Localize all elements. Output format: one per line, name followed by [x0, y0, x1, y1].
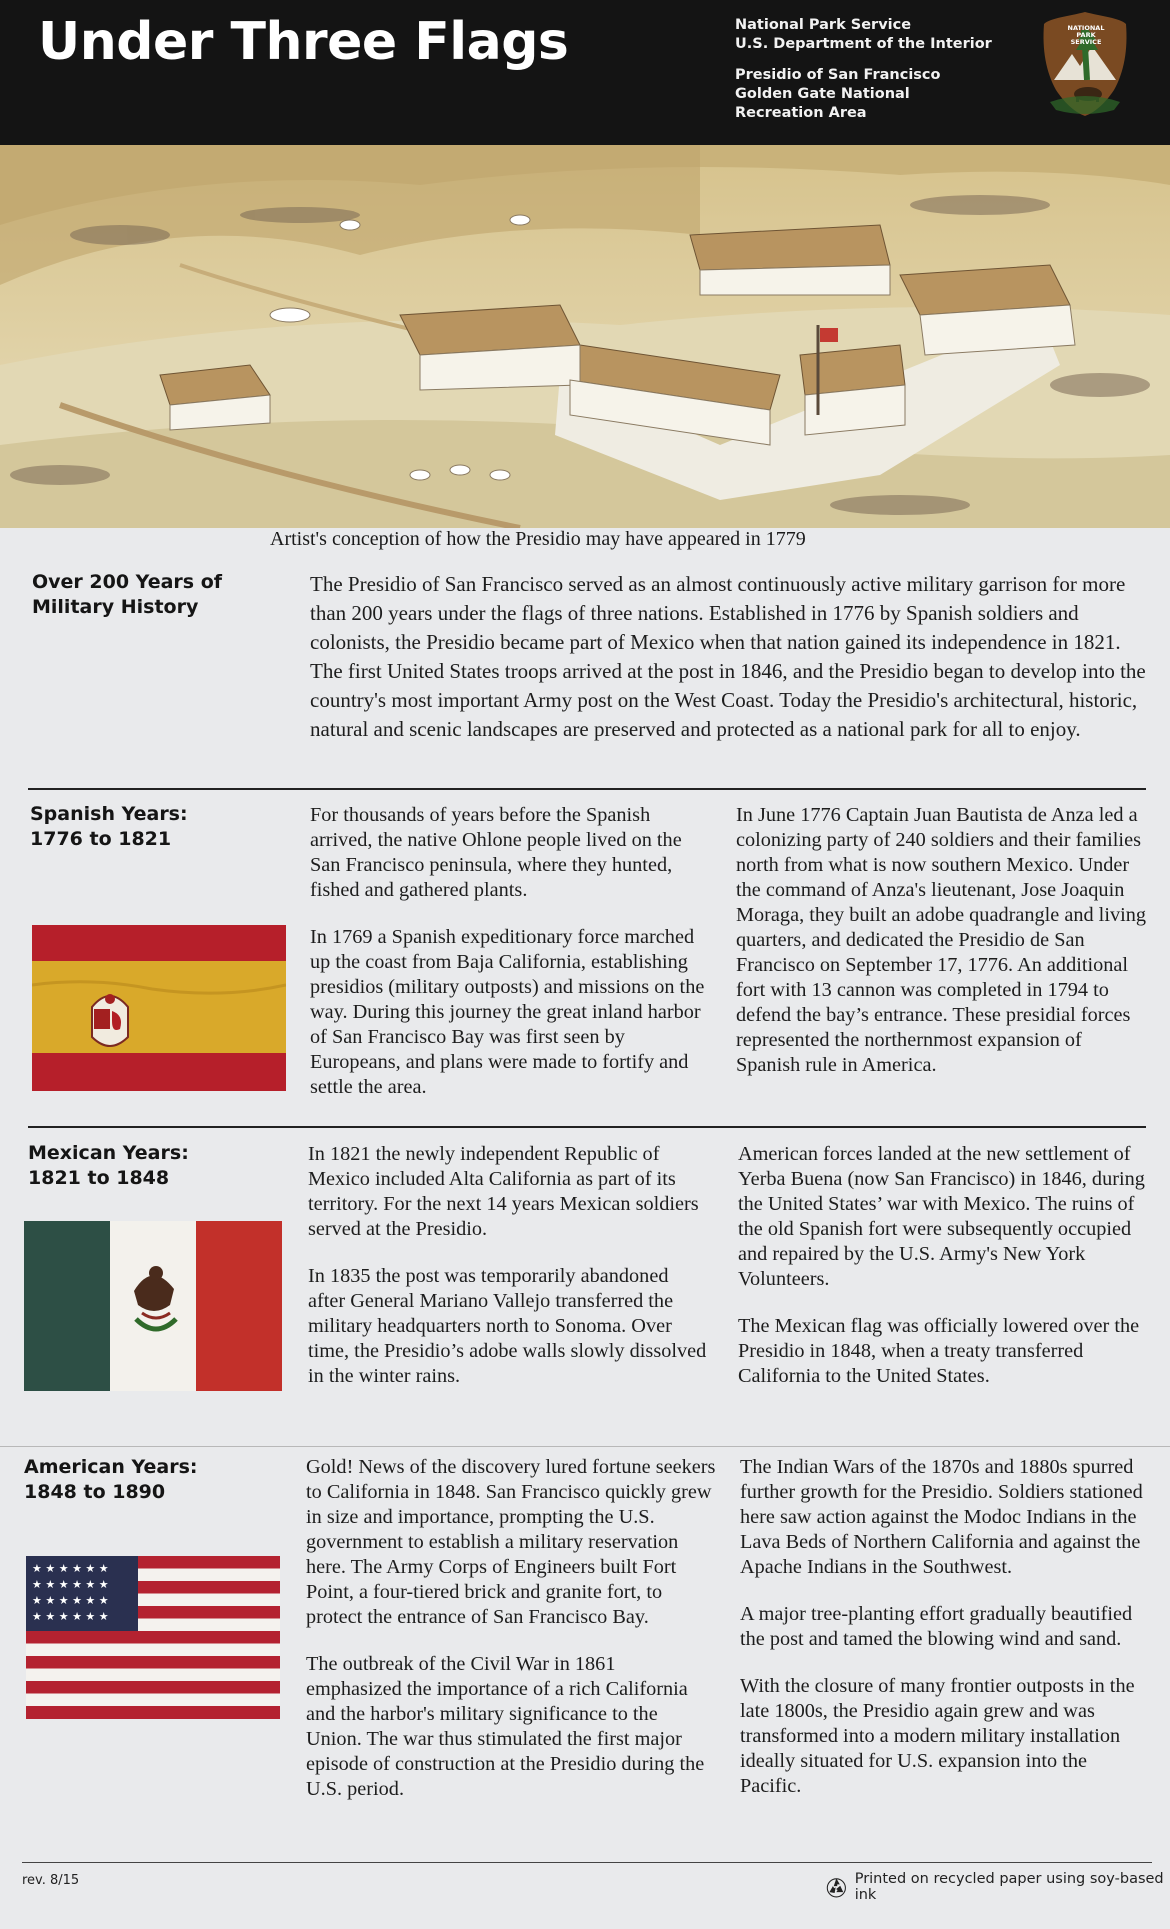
spanish-heading-line2: 1776 to 1821 [30, 828, 172, 850]
american-col2-para2: A major tree-planting effort gradually beautified the post and tamed the blowing wind and sand. [740, 1603, 1133, 1650]
american-heading [24, 1455, 198, 1505]
mexican-col1-para1: In 1821 the newly independent Republic of Mexico included Alta California as part of its territory. For the next 14 years Mexican soldiers served at the Presidio. [308, 1143, 699, 1240]
mexican-col1-para2: In 1835 the post was temporarily abandoned after General Mariano Vallejo transferred the military headquarters north to Sonoma. Over time, the Presidio’s adobe walls slowly dissolved in the winter rains. [308, 1265, 707, 1387]
illustration-caption: Artist's conception of how the Presidio may have appeared in 1779 [270, 528, 806, 550]
intro-heading-line1: Over 200 Years of [32, 571, 223, 593]
american-col1-para2: The outbreak of the Civil War in 1861 emphasized the importance of a rich California and the harbor's military significance to the Union. The war thus stimulated the first major episode of construction at the Presidio during the U.S. period. [306, 1653, 705, 1800]
svg-text:★ ★ ★ ★ ★ ★: ★ ★ ★ ★ ★ ★ [32, 1562, 109, 1575]
mexican-column-2 [738, 1142, 1146, 1411]
spanish-flag [32, 925, 286, 1091]
american-flag [26, 1556, 280, 1719]
american-heading-line2: 1848 to 1890 [24, 1481, 166, 1503]
presidio-illustration [0, 145, 1170, 528]
american-col1-para1: Gold! News of the discovery lured fortune seekers to California in 1848. San Francisco quickly grew in size and importance, prompting the U.S. government to establish a military reservation here. The Army Corps of Engineers built Fort Point, a four-tiered brick and granite fort, to protect the entrance of San Francisco Bay. [306, 1456, 716, 1628]
recycled-note-text: Printed on recycled paper using soy-based ink [854, 1871, 1164, 1903]
spanish-heading [30, 802, 188, 852]
department-name: U.S. Department of the Interior [735, 36, 992, 52]
spanish-column-2 [736, 803, 1146, 1100]
park-name-line1: Presidio of San Francisco [735, 67, 941, 83]
logo-text-line3: SERVICE [1070, 38, 1102, 46]
recycled-note [826, 1871, 1170, 1903]
section-divider [28, 788, 1146, 790]
section-divider [28, 1126, 1146, 1128]
header-banner [0, 0, 1170, 145]
park-name-line2: Golden Gate National [735, 86, 910, 102]
revision-label: rev. 8/15 [22, 1873, 80, 1888]
mexican-heading [28, 1141, 189, 1191]
spanish-heading-line1: Spanish Years: [30, 803, 188, 825]
agency-name: National Park Service [735, 17, 912, 33]
american-col2-para3: With the closure of many frontier outposts in the late 1800s, the Presidio again grew and was transformed into a modern military installation ideally situated for U.S. expansion into the Pacific. [740, 1675, 1135, 1797]
mexican-flag [24, 1221, 282, 1391]
american-column-1 [306, 1455, 716, 1824]
logo-text-line2: PARK [1076, 31, 1096, 39]
nps-arrowhead-icon [1040, 10, 1130, 118]
svg-text:★ ★ ★ ★ ★ ★: ★ ★ ★ ★ ★ ★ [32, 1594, 109, 1607]
svg-text:★ ★ ★ ★ ★ ★: ★ ★ ★ ★ ★ ★ [32, 1610, 109, 1623]
spanish-col1-para1: For thousands of years before the Spanish arrived, the native Ohlone people lived on the San Francisco peninsula, where they hunted, fished and gathered plants. [310, 804, 682, 901]
recycle-icon [826, 1876, 847, 1898]
american-column-2 [740, 1455, 1146, 1821]
mexican-col2-para2: The Mexican flag was officially lowered over the Presidio in 1848, when a treaty transferred California to the United States. [738, 1315, 1140, 1387]
american-heading-line1: American Years: [24, 1456, 198, 1478]
footer-divider [22, 1862, 1152, 1863]
intro-heading [32, 570, 222, 620]
spanish-col1-para2: In 1769 a Spanish expeditionary force marched up the coast from Baja California, establishing presidios (military outposts) and missions on the way. During this journey the great inland harbor of San Francisco Bay was first seen by Europeans, and plans were made to fortify and settle the area. [310, 926, 705, 1098]
american-col2-para1: The Indian Wars of the 1870s and 1880s spurred further growth for the Presidio. Soldiers stationed here saw action against the Modoc Indians in the Lava Beds of Northern California and against the Apache Indians in the Southwest. [740, 1456, 1143, 1578]
panel-fold [0, 1446, 1170, 1447]
logo-text-line1: NATIONAL [1067, 24, 1105, 32]
mexican-column-1 [308, 1142, 708, 1411]
spanish-column-1 [310, 803, 710, 1122]
svg-text:★ ★ ★ ★ ★ ★: ★ ★ ★ ★ ★ ★ [32, 1578, 109, 1591]
intro-heading-line2: Military History [32, 596, 199, 618]
mexican-heading-line1: Mexican Years: [28, 1142, 189, 1164]
mexican-heading-line2: 1821 to 1848 [28, 1167, 170, 1189]
page-title: Under Three Flags [38, 12, 569, 72]
park-name-line3: Recreation Area [735, 105, 867, 121]
mexican-col2-para1: American forces landed at the new settlement of Yerba Buena (now San Francisco) in 1846, during the United States’ war with Mexico. The ruins of the old Spanish fort were subsequently occupied and repaired by the U.S. Army's New York Volunteers. [738, 1143, 1145, 1290]
agency-block [735, 16, 992, 123]
intro-text: The Presidio of San Francisco served as an almost continuously active military garrison for more than 200 years under the flags of three nations. Established in 1776 by Spanish soldiers and colonists, the Presidio became part of Mexico when that nation gained its independence in 1821. The first United States troops arrived at the post in 1846, and the Presidio began to develop into the country's most important Army post on the West Coast. Today the Presidio's architectural, historic, natural and scenic landscapes are preserved and protected as a national park for all to enjoy. [310, 572, 1146, 741]
spanish-col2-para1: In June 1776 Captain Juan Bautista de Anza led a colonizing party of 240 soldiers and their families north from what is now southern Mexico. Under the command of Anza's lieutenant, Jose Joaquin Moraga, they built an adobe quadrangle and living quarters, and dedicated the Presidio de San Francisco on September 17, 1776. An additional fort with 13 cannon was completed in 1794 to defend the bay’s entrance. These presidial forces represented the northernmost expansion of Spanish rule in America. [736, 804, 1147, 1076]
